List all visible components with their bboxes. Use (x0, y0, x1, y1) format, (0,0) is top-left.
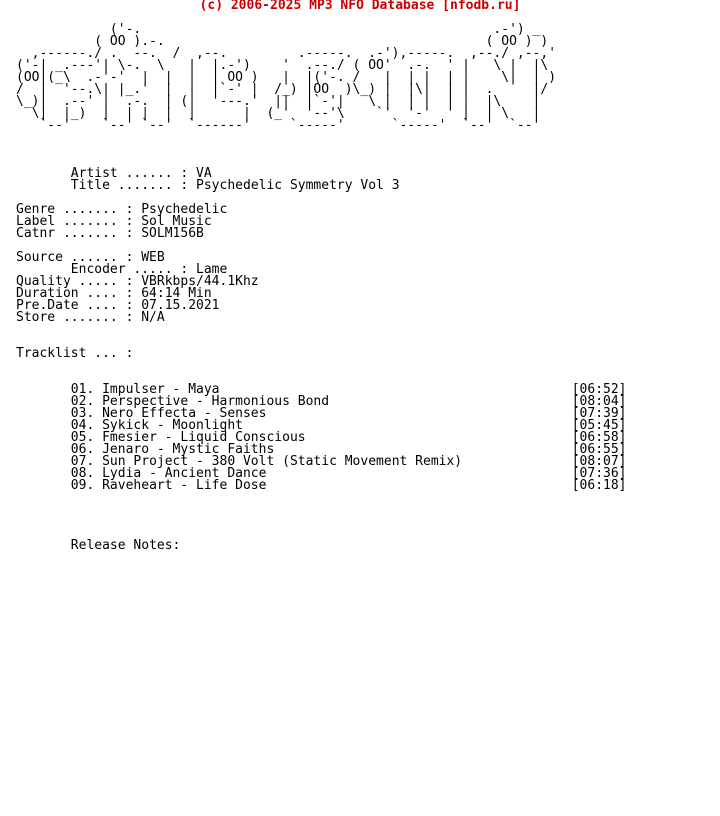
info-label: Source ...... (16, 250, 126, 265)
info-label: Artist ...... (16, 166, 181, 181)
track-title: 05. Fmesier - Liquid Conscious (70, 430, 306, 445)
info-value: Psychedelic (141, 202, 228, 217)
info-value: VA (196, 166, 212, 181)
nfo-body (16, 168, 627, 552)
track-title: 09. Raveheart - Life Dose (70, 478, 267, 493)
info-label: Genre ....... (16, 202, 126, 217)
info-label: Catnr ....... (16, 226, 126, 241)
info-row (16, 178, 400, 193)
track-duration: [06:55] (571, 442, 627, 457)
info-list (16, 166, 400, 325)
track-duration: [06:52] (571, 382, 627, 397)
track-title: 07. Sun Project - 380 Volt (Static Movement Remix) (70, 454, 463, 469)
info-separator: : (180, 262, 197, 277)
track-duration: [05:45] (571, 418, 627, 433)
track-row (16, 478, 627, 493)
track-duration: [07:39] (571, 406, 627, 421)
info-label: Title ....... (16, 178, 181, 193)
info-separator: : (125, 250, 142, 265)
info-value: Lame (196, 262, 228, 277)
copyright-notice: (c) 2006-2025 MP3 NFO Database [nfodb.ru] (199, 0, 521, 13)
release-notes-label: Release Notes: (70, 538, 181, 553)
track-title: 04. Sykick - Moonlight (70, 418, 243, 433)
info-separator: : (180, 166, 197, 181)
track-duration: [07:36] (571, 466, 627, 481)
info-value: Sol Music (141, 214, 212, 229)
info-value: SOLM156B (141, 226, 204, 241)
track-title: 01. Impulser - Maya (70, 382, 220, 397)
info-value: 64:14 Min (141, 286, 212, 301)
info-value: N/A (141, 310, 165, 325)
track-title: 08. Lydia - Ancient Dance (70, 466, 267, 481)
track-duration: [06:58] (571, 430, 627, 445)
info-label: Encoder ..... (16, 262, 181, 277)
info-label: Quality ..... (16, 274, 126, 289)
info-label: Duration .... (16, 286, 126, 301)
info-separator: : (125, 214, 142, 229)
info-value: WEB (141, 250, 165, 265)
info-separator: : (125, 202, 142, 217)
track-title: 03. Nero Effecta - Senses (70, 406, 267, 421)
tracklist-heading: Tracklist ... : (16, 346, 134, 361)
track-duration: [06:18] (571, 478, 627, 493)
info-row (16, 226, 204, 241)
release-notes-heading (16, 538, 180, 553)
info-value: VBRkbps/44.1Khz (141, 274, 259, 289)
info-separator: : (180, 178, 197, 193)
track-title: 06. Jenaro - Mystic Faiths (70, 442, 275, 457)
info-separator: : (125, 274, 142, 289)
info-separator: : (125, 226, 142, 241)
track-title: 02. Perspective - Harmonious Bond (70, 394, 330, 409)
info-row (16, 310, 165, 325)
info-separator: : (125, 298, 142, 313)
info-label: Store ....... (16, 310, 126, 325)
track-duration: [08:07] (571, 454, 627, 469)
info-value: Psychedelic Symmetry Vol 3 (196, 178, 400, 193)
info-separator: : (125, 310, 142, 325)
ascii-logo: ('-. .-') _ ( OO ).-. ( OO ) ) ,------./ . --. / ,--. .-----. .-'),-----. ,--./ ,--,' ('-| _.---'| \-. \ | |.-') ' .--./ ( OO' .-. ' | \ | |\ (OO|(_\ .-'-' | | | | OO ) | |('-. / | | | | | \| | ) / | '--.\| |_.' | | |`-' | /_) |OO )\_) | |\| | | . |/ \_)| .--' | .-. | (| '---.' || |`-'| \ | | | | | |\ | \| |_) | | | | | | (_' '--'\ `' '-' ' | | \ | `--' `--' `--' `------' `-----' `-----' `--' `--' (16, 22, 557, 133)
info-label: Label ....... (16, 214, 126, 229)
info-separator: : (125, 286, 142, 301)
track-list (16, 382, 627, 493)
track-duration: [08:04] (571, 394, 627, 409)
info-label: Pre.Date .... (16, 298, 126, 313)
info-value: 07.15.2021 (141, 298, 220, 313)
